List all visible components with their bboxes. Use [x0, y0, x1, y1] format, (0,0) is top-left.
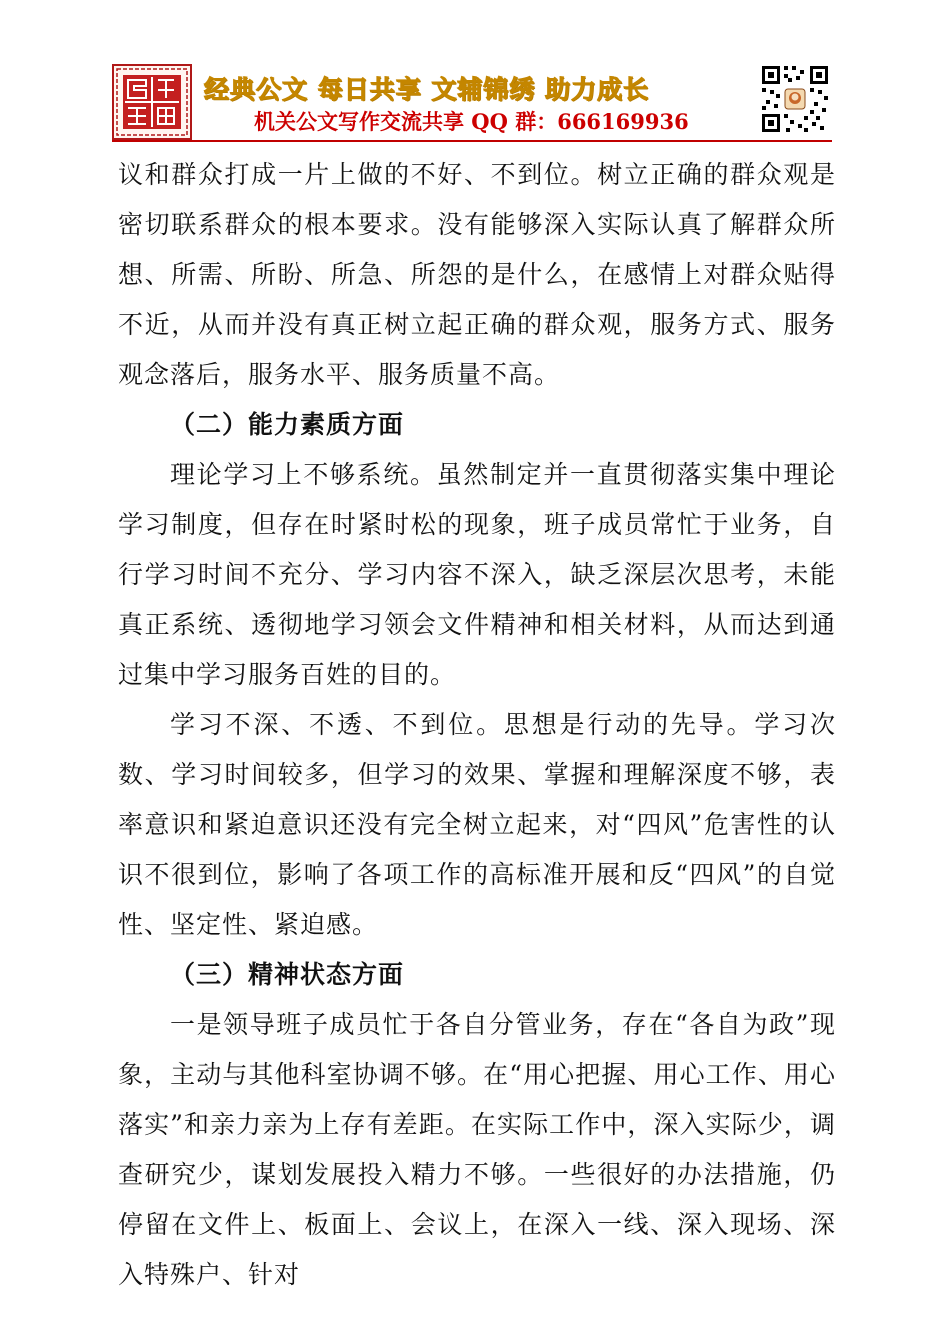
section-heading-3: （三）精神状态方面	[170, 960, 405, 989]
paragraph-theory-study: 理论学习上不够系统。虽然制定并一直贯彻落实集中理论学习制度，但存在时紧时松的现象，班子成员常忙于业务，自行学习时间不充分、学习内容不深入，缺乏深层次思考，未能真正系统、透彻地学习领会文件精神和相关材料，从而达到通过集中学习服务百姓的目的。	[118, 460, 836, 689]
seal-logo-icon	[112, 64, 192, 140]
header-qq-group: 机关公文写作交流共享 QQ 群：666169936	[254, 109, 689, 134]
header-divider	[112, 140, 832, 142]
qr-code-icon	[760, 64, 830, 134]
document-body	[118, 150, 836, 1300]
section-heading-2: （二）能力素质方面	[170, 410, 405, 439]
paragraph-study-depth: 学习不深、不透、不到位。思想是行动的先导。学习次数、学习时间较多，但学习的效果、掌握和理解深度不够，表率意识和紧迫意识还没有完全树立起来，对“四风”危害性的认识不很到位，影响了各项工作的高标准开展和反“四风”的自觉性、坚定性、紧迫感。	[118, 710, 836, 939]
header-slogan: 经典公文 每日共享 文辅锦绣 助力成长	[204, 75, 650, 104]
paragraph-continued: 议和群众打成一片上做的不好、不到位。树立正确的群众观是密切联系群众的根本要求。没有能够深入实际认真了解群众所想、所需、所盼、所急、所怨的是什么，在感情上对群众贴得不近，从而并没有真正树立起正确的群众观，服务方式、服务观念落后，服务水平、服务质量不高。	[118, 160, 836, 389]
paragraph-spirit-state: 一是领导班子成员忙于各自分管业务，存在“各自为政”现象，主动与其他科室协调不够。在“用心把握、用心工作、用心落实”和亲力亲为上存有差距。在实际工作中，深入实际少，调查研究少，谋划发展投入精力不够。一些很好的办法措施，仍停留在文件上、板面上、会议上，在深入一线、深入现场、深入特殊户、针对	[118, 1010, 836, 1289]
page-header	[0, 0, 950, 148]
